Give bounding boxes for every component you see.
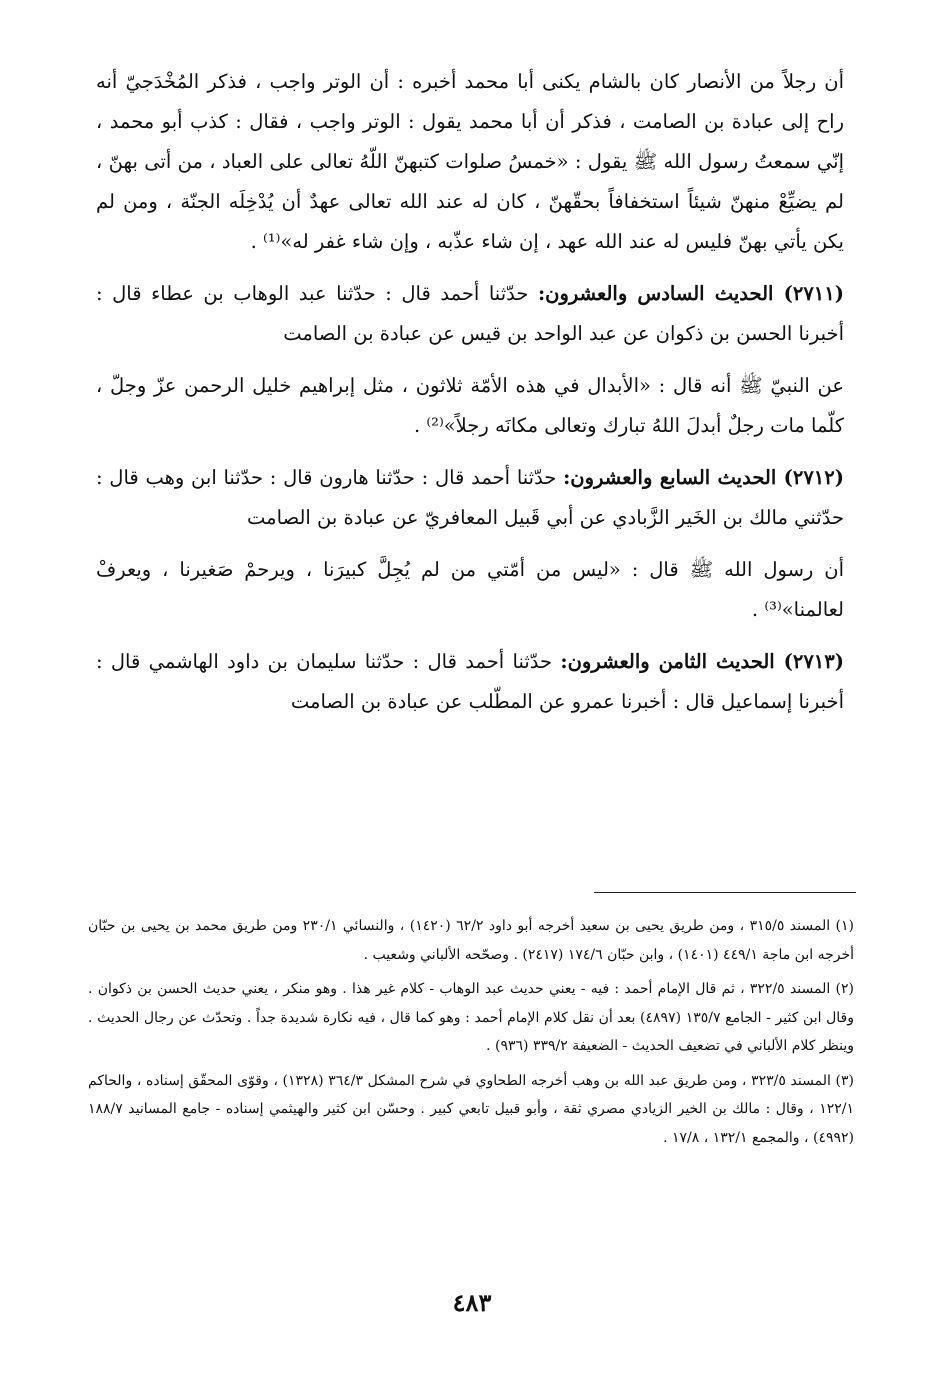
hadith-2713-isnad [96, 642, 844, 722]
main-text [96, 62, 844, 722]
hadith-2711-matn: عن النبيّ ﷺ أنه قال : «الأبدال في هذه الأمّة ثلاثون ، مثل إبراهيم خليل الرحمن عزّ وجلّ ، كلّما مات رجلٌ أبدلَ اللهُ تبارك وتعالى مكانَه رجلاً»⁽²⁾ . [96, 374, 844, 437]
hadith-2711-isnad [96, 274, 844, 354]
page-number: ٤٨٣ [452, 1288, 492, 1317]
hadith-2712-matn: أن رسول الله ﷺ قال : «ليس من أمّتي من لم يُجِلَّ كبيرَنا ، ويرحمْ صَغيرنا ، ويعرفْ لعالمنا»⁽³⁾ . [96, 558, 844, 621]
footnotes [88, 912, 854, 1158]
hadith-2712-title: (٢٧١٢) الحديث السابع والعشرون: [563, 466, 844, 489]
footnote-3: (٣) المسند ٣٢٣/٥ ، ومن طريق عبد الله بن وهب أخرجه الطحاوي في شرح المشكل ٣٦٤/٣ (١٣٢٨) ، وقوّى المحقّق إسناده ، والحاكم ١٢٢/١ ، وقال : مالك بن الخير الزيادي مصري ثقة ، وأبو قبيل تابعي كبير . وحسّن ابن كثير والهيثمي إسناده - جامع المسانيد ١٨٨/٧ (٤٩٩٢) ، والمجمع ١٣٢/١ ، ١٧/٨ . [88, 1072, 854, 1146]
footnote-separator [594, 892, 856, 893]
footnote-2: (٢) المسند ٣٢٢/٥ ، ثم قال الإمام أحمد : فيه - يعني حديث عبد الوهاب - كلام غير هذا . وهو منكر ، يعني حديث الحسن بن ذكوان . وقال ابن كثير - الجامع ١٣٥/٧ (٤٨٩٧) بعد أن نقل كلام الإمام أحمد : وهو كما قال ، فيه نكارة شديدة جداً . وتحدّث عن رجال الحديث . وينظر كلام الألباني في تضعيف الحديث - الضعيفة ٣٣٩/٢ (٩٣٦) . [88, 981, 855, 1054]
hadith-2712-isnad [96, 458, 844, 538]
hadith-2713-title: (٢٧١٣) الحديث الثامن والعشرون: [560, 650, 844, 673]
hadith-2711-isnad-text: حدّثنا أحمد قال : حدّثنا عبد الوهاب بن عطاء قال : أخبرنا الحسن بن ذكوان عن عبد الواحد بن قيس عن عبادة بن الصامت [96, 282, 844, 345]
hadith-2711-title: (٢٧١١) الحديث السادس والعشرون: [537, 282, 844, 305]
hadith-2712-isnad-text: حدّثنا أحمد قال : حدّثنا هارون قال : حدّثنا ابن وهب قال : حدّثني مالك بن الخَير الزَّبادي عن أبي قَبيل المعافريّ عن عبادة بن الصامت [96, 466, 844, 529]
footnote-1: (١) المسند ٣١٥/٥ ، ومن طريق يحيى بن سعيد أخرجه أبو داود ٦٢/٢ (١٤٢٠) ، والنسائي ٢٣٠/١ ومن طريق محمد بن يحيى بن حبّان أخرجه ابن ماجة ٤٤٩/١ (١٤٠١) ، وابن حبّان ١٧٤/٦ (٢٤١٧) . وصحّحه الألباني وشعيب . [88, 918, 854, 963]
hadith-2713-isnad-text: حدّثنا أحمد قال : حدّثنا سليمان بن داود الهاشمي قال : أخبرنا إسماعيل قال : أخبرنا عمرو عن المطّلب عن عبادة بن الصامت [96, 650, 844, 713]
paragraph-continuation: أن رجلاً من الأنصار كان بالشام يكنى أبا محمد أخبره : أن الوتر واجب ، فذكر المُخْدَجيّ أنه راح إلى عبادة بن الصامت ، فذكر أن أبا محمد يقول : الوتر واجب ، فقال : كذب أبو محمد ، إنّي سمعتُ رسول الله ﷺ يقول : «خمسُ صلوات كتبهنّ اللّهُ تعالى على العباد ، من أتى بهنّ ، لم يضيِّعْ منهنّ شيئاً استخفافاً بحقّهنّ ، كان له عند الله تعالى عهدٌ أن يُدْخِلَه الجنّة ، ومن لم يكن يأتي بهنّ فليس له عند الله عهد ، إن شاء عذّبه ، وإن شاء غفر له»⁽¹⁾ . [96, 70, 844, 253]
